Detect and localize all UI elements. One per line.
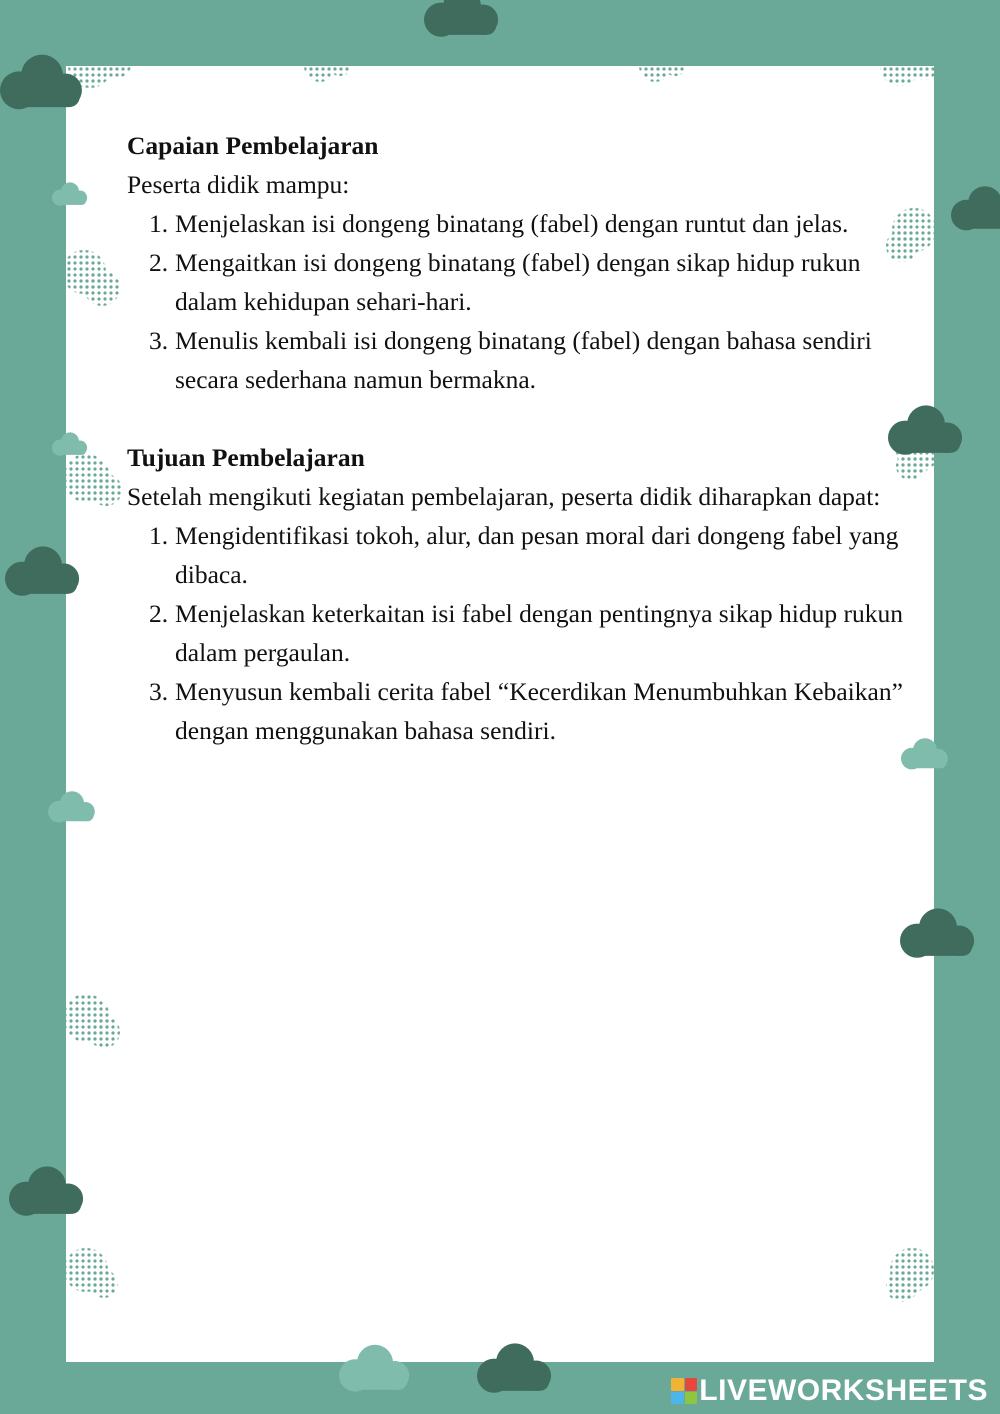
tujuan-list xyxy=(127,516,907,750)
tujuan-intro: Setelah mengikuti kegiatan pembelajaran, peserta didik diharapkan dapat: xyxy=(127,482,881,511)
watermark-text: LIVEWORKSHEETS xyxy=(699,1374,988,1407)
list-number: 3. xyxy=(149,326,169,355)
list-number: 1. xyxy=(149,521,169,550)
capaian-section xyxy=(127,126,907,399)
list-item xyxy=(127,672,907,750)
list-number: 2. xyxy=(149,599,169,628)
list-text: Mengidentifikasi tokoh, alur, dan pesan moral dari dongeng fabel yang dibaca. xyxy=(175,521,899,589)
logo-tile xyxy=(685,1392,698,1405)
logo-tile xyxy=(685,1378,698,1391)
capaian-heading: Capaian Pembelajaran xyxy=(127,131,379,160)
list-text: Menulis kembali isi dongeng binatang (fabel) dengan bahasa sendiri secara sederhana namun bermakna. xyxy=(175,326,872,394)
list-number: 1. xyxy=(149,209,169,238)
list-item xyxy=(127,321,907,399)
list-item xyxy=(127,516,907,594)
list-item xyxy=(127,204,907,243)
liveworksheets-logo-icon xyxy=(671,1378,697,1404)
list-item xyxy=(127,594,907,672)
list-item xyxy=(127,243,907,321)
capaian-list xyxy=(127,204,907,399)
list-number: 2. xyxy=(149,248,169,277)
liveworksheets-watermark xyxy=(671,1374,988,1408)
worksheet-content xyxy=(127,126,907,750)
list-text: Menyusun kembali cerita fabel “Kecerdikan Menumbuhkan Kebaikan” dengan menggunakan bahasa sendiri. xyxy=(175,677,903,745)
list-text: Menjelaskan isi dongeng binatang (fabel) dengan runtut dan jelas. xyxy=(175,209,849,238)
capaian-intro: Peserta didik mampu: xyxy=(127,170,350,199)
section-spacer xyxy=(127,399,907,438)
tujuan-section xyxy=(127,438,907,750)
list-text: Mengaitkan isi dongeng binatang (fabel) dengan sikap hidup rukun dalam kehidupan sehari-hari. xyxy=(175,248,861,316)
logo-tile xyxy=(671,1392,684,1405)
list-text: Menjelaskan keterkaitan isi fabel dengan pentingnya sikap hidup rukun dalam pergaulan. xyxy=(175,599,903,667)
list-number: 3. xyxy=(149,677,169,706)
tujuan-heading: Tujuan Pembelajaran xyxy=(127,443,365,472)
logo-tile xyxy=(671,1378,684,1391)
